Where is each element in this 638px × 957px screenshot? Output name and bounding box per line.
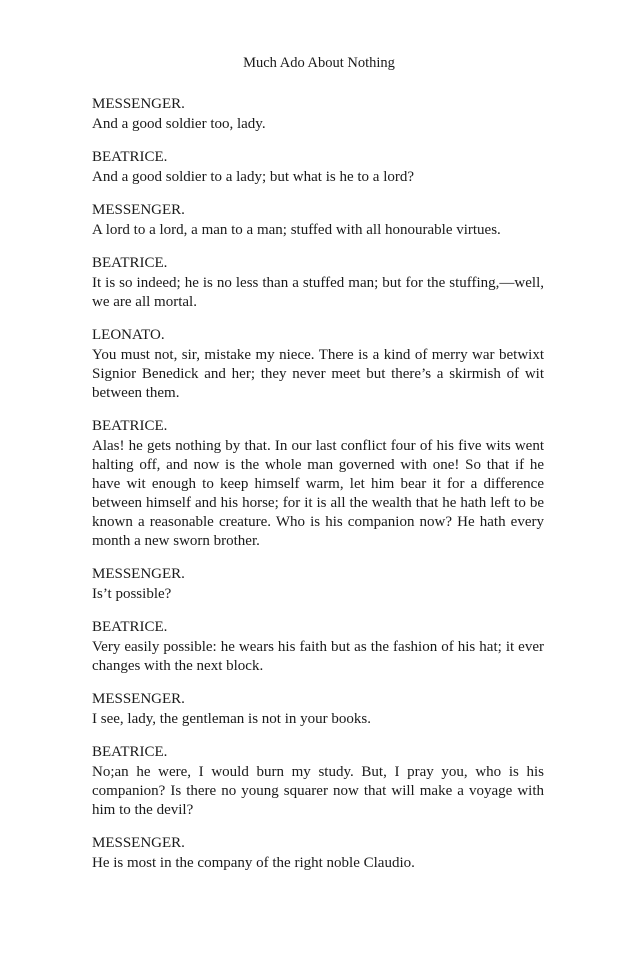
speaker-name: LEONATO. xyxy=(92,327,165,343)
speech-block xyxy=(92,253,544,312)
speech-text: Very easily possible: he wears his faith but as the fashion of his hat; it ever changes with the next block. xyxy=(92,639,544,674)
speech-block xyxy=(92,833,544,873)
speech-block xyxy=(92,564,544,604)
speech-block xyxy=(92,200,544,240)
speech-block xyxy=(92,325,544,403)
speech-text: And a good soldier to a lady; but what is he to a lord? xyxy=(92,169,415,185)
speaker-name: BEATRICE. xyxy=(92,619,168,635)
speech-text: It is so indeed; he is no less than a stuffed man; but for the stuffing,—well, we are all mortal. xyxy=(92,275,544,310)
speech-text: Is’t possible? xyxy=(92,586,172,602)
speech-block xyxy=(92,689,544,729)
running-header: Much Ado About Nothing xyxy=(243,55,395,71)
speaker-name: MESSENGER. xyxy=(92,96,185,112)
speaker-name: BEATRICE. xyxy=(92,149,168,165)
speaker-name: BEATRICE. xyxy=(92,744,168,760)
speech-block xyxy=(92,742,544,820)
speaker-name: MESSENGER. xyxy=(92,566,185,582)
speaker-name: MESSENGER. xyxy=(92,691,185,707)
speech-block xyxy=(92,416,544,551)
speech-block xyxy=(92,94,544,134)
speech-text: No;an he were, I would burn my study. But, I pray you, who is his companion? Is there no young squarer now that will make a voyage with him to the devil? xyxy=(92,764,544,818)
speech-text: You must not, sir, mistake my niece. There is a kind of merry war betwixt Signior Benedick and her; they never meet but there’s a skirmish of wit between them. xyxy=(92,347,544,401)
speech-text: A lord to a lord, a man to a man; stuffed with all honourable virtues. xyxy=(92,222,501,238)
speech-text: Alas! he gets nothing by that. In our last conflict four of his five wits went halting off, and now is the whole man governed with one! So that if he have wit enough to keep himself warm, let him bear it for a difference between himself and his horse; for it is all the wealth that he hath left to be known a reasonable creature. Who is his companion now? He hath every month a new sworn brother. xyxy=(92,438,544,549)
speaker-name: MESSENGER. xyxy=(92,835,185,851)
speech-block xyxy=(92,617,544,676)
speech-text: He is most in the company of the right noble Claudio. xyxy=(92,855,415,871)
speech-text: I see, lady, the gentleman is not in your books. xyxy=(92,711,371,727)
speech-text: And a good soldier too, lady. xyxy=(92,116,266,132)
speaker-name: MESSENGER. xyxy=(92,202,185,218)
speaker-name: BEATRICE. xyxy=(92,418,168,434)
speech-block xyxy=(92,147,544,187)
script-body xyxy=(92,94,544,886)
speaker-name: BEATRICE. xyxy=(92,255,168,271)
